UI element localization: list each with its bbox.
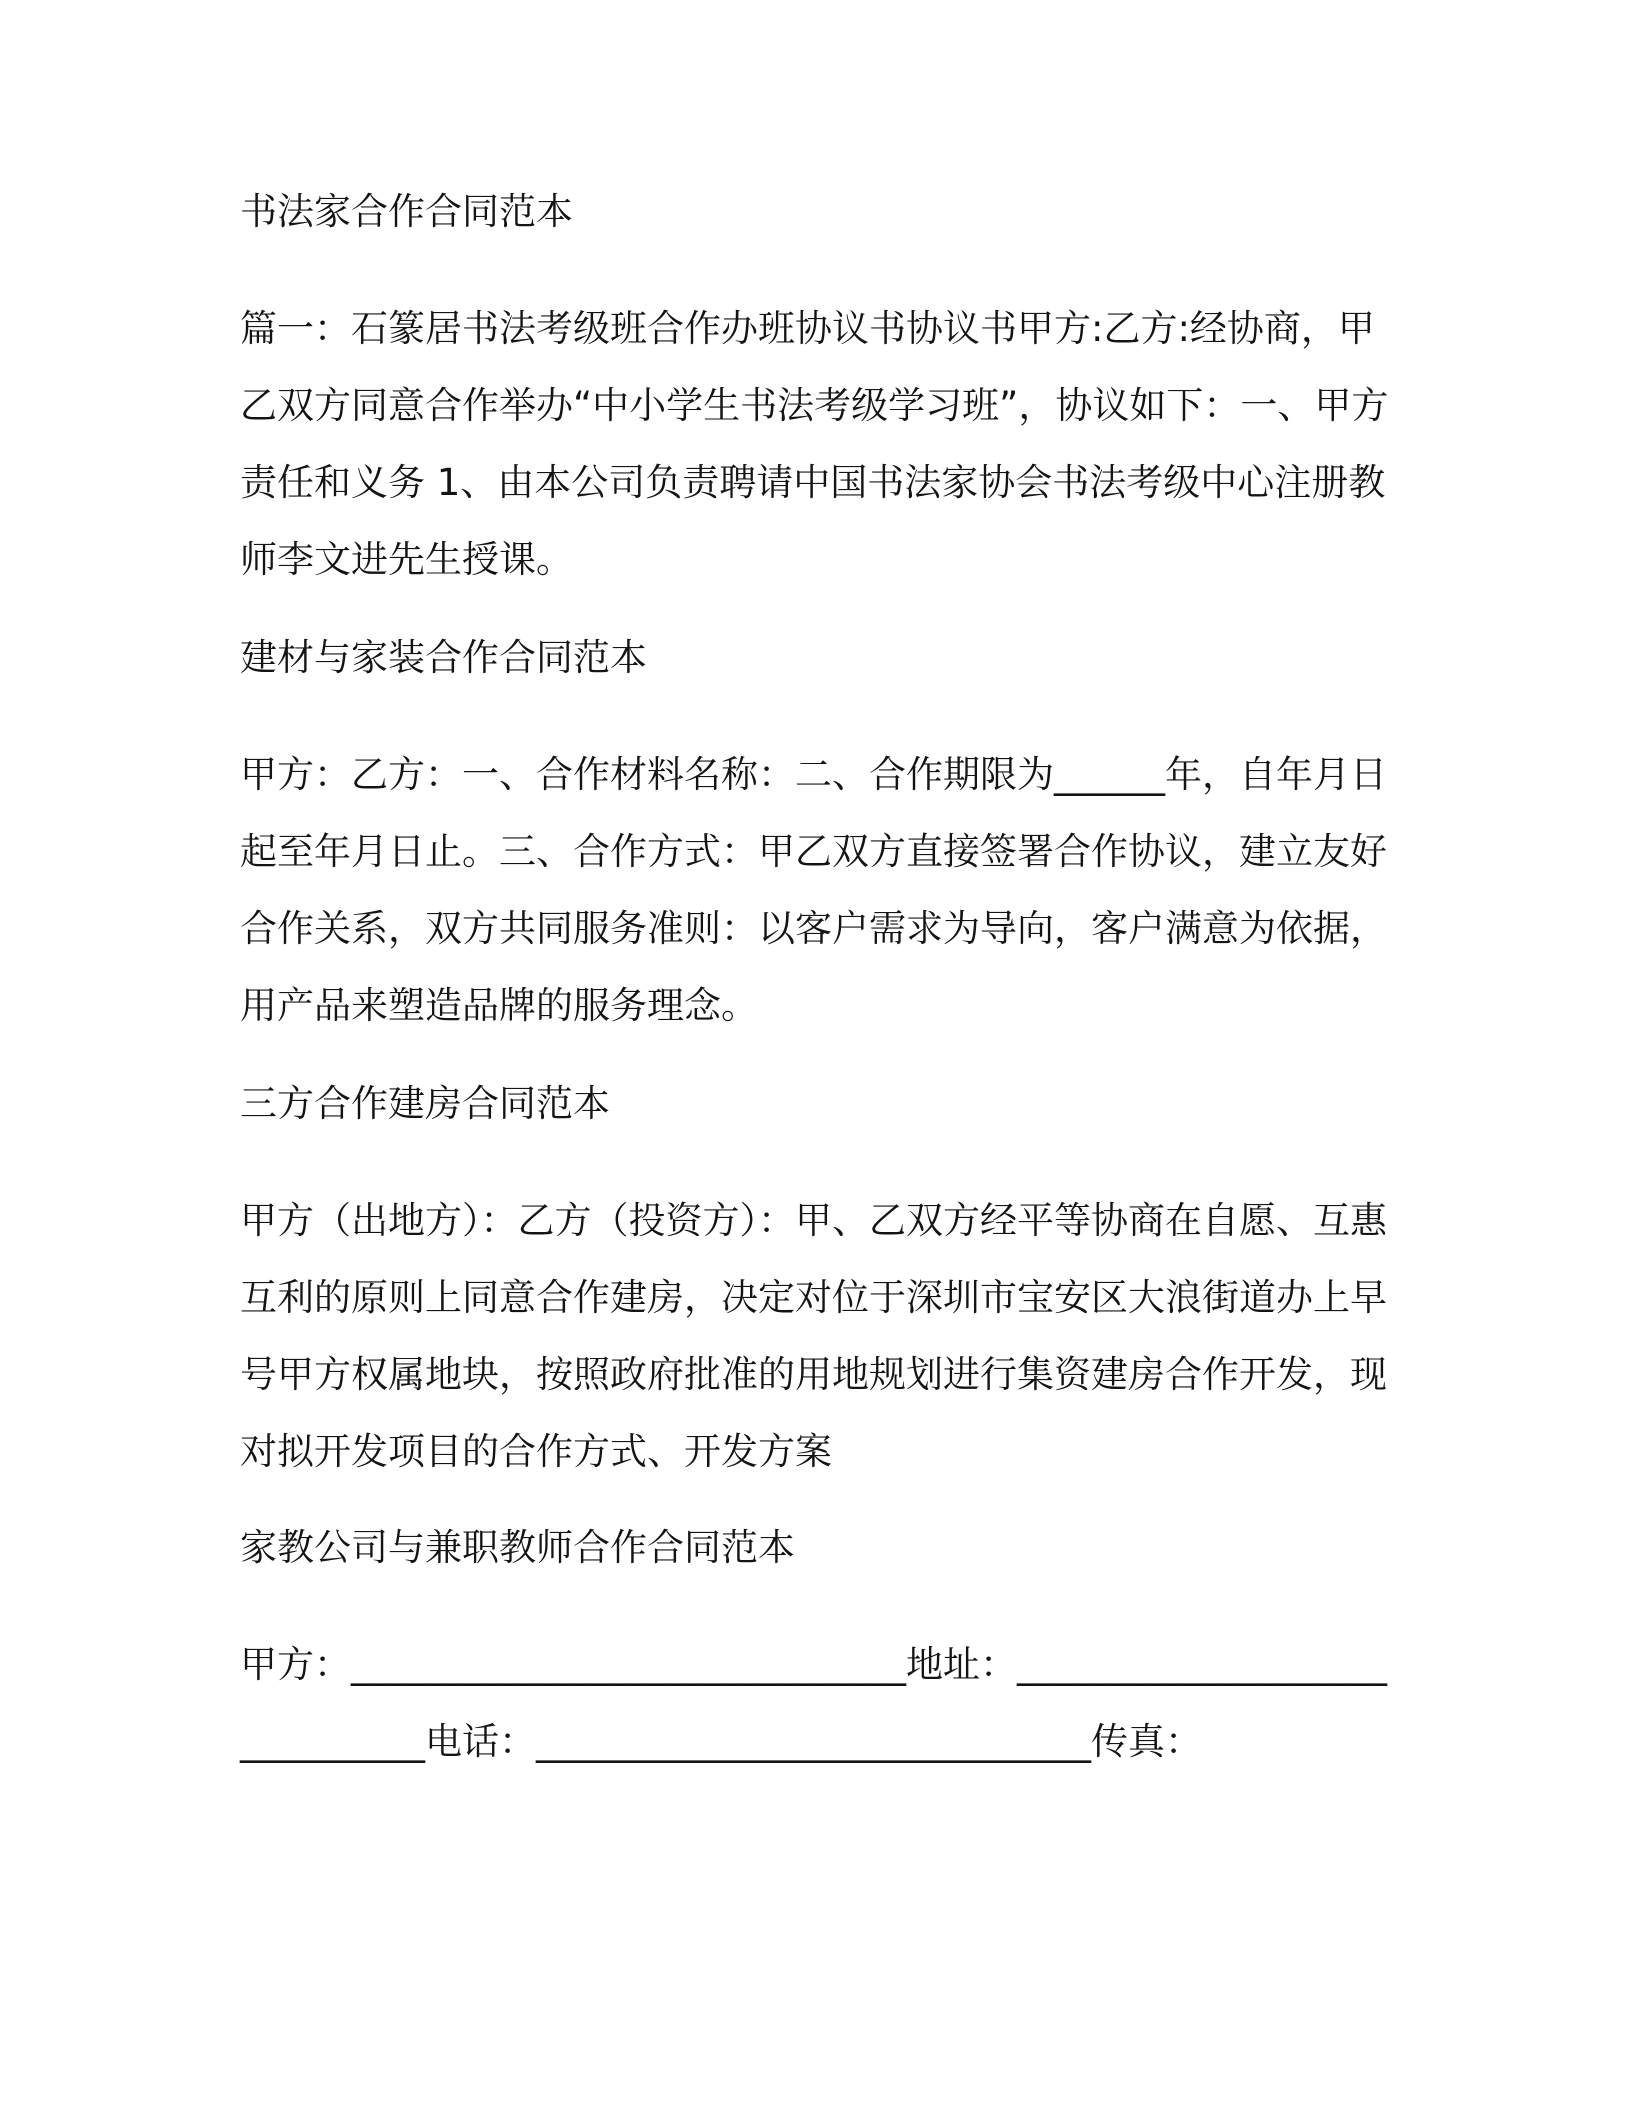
section-body: 甲方：乙方：一、合作材料名称：二、合作期限为______年，自年月日起至年月日止。三、合作方式：甲乙双方直接签署合作协议，建立友好合作关系，双方共同服务准则：以客户需求为导向，客户满意为依据，用产品来塑造品牌的服务理念。 bbox=[240, 753, 1387, 1027]
section-title: 三方合作建房合同范本 bbox=[240, 1082, 610, 1125]
section-body: 甲方（出地方）：乙方（投资方）：甲、乙双方经平等协商在自愿、互惠互利的原则上同意合作建房，决定对位于深圳市宝安区大浪街道办上早 号甲方权属地块，按照政府批准的用地规划进行集资建房合作开发，现对拟开发项目的合作方式、开发方案 bbox=[240, 1199, 1387, 1473]
section-title: 家教公司与兼职教师合作合同范本 bbox=[240, 1526, 795, 1569]
section-body: 甲方：______________________________地址：______________________________电话：______________________________传真： bbox=[240, 1643, 1387, 1763]
document-page bbox=[240, 188, 1390, 1780]
section-title: 书法家合作合同范本 bbox=[240, 190, 573, 233]
section-body: 篇一：石篆居书法考级班合作办班协议书协议书甲方:乙方:经协商，甲乙双方同意合作举办“中小学生书法考级学习班”，协议如下：一、甲方责任和义务 1、由本公司负责聘请中国书法家协会书法考级中心注册教师李文进先生授课。 bbox=[240, 307, 1389, 581]
section-title: 建材与家装合作合同范本 bbox=[240, 636, 647, 679]
